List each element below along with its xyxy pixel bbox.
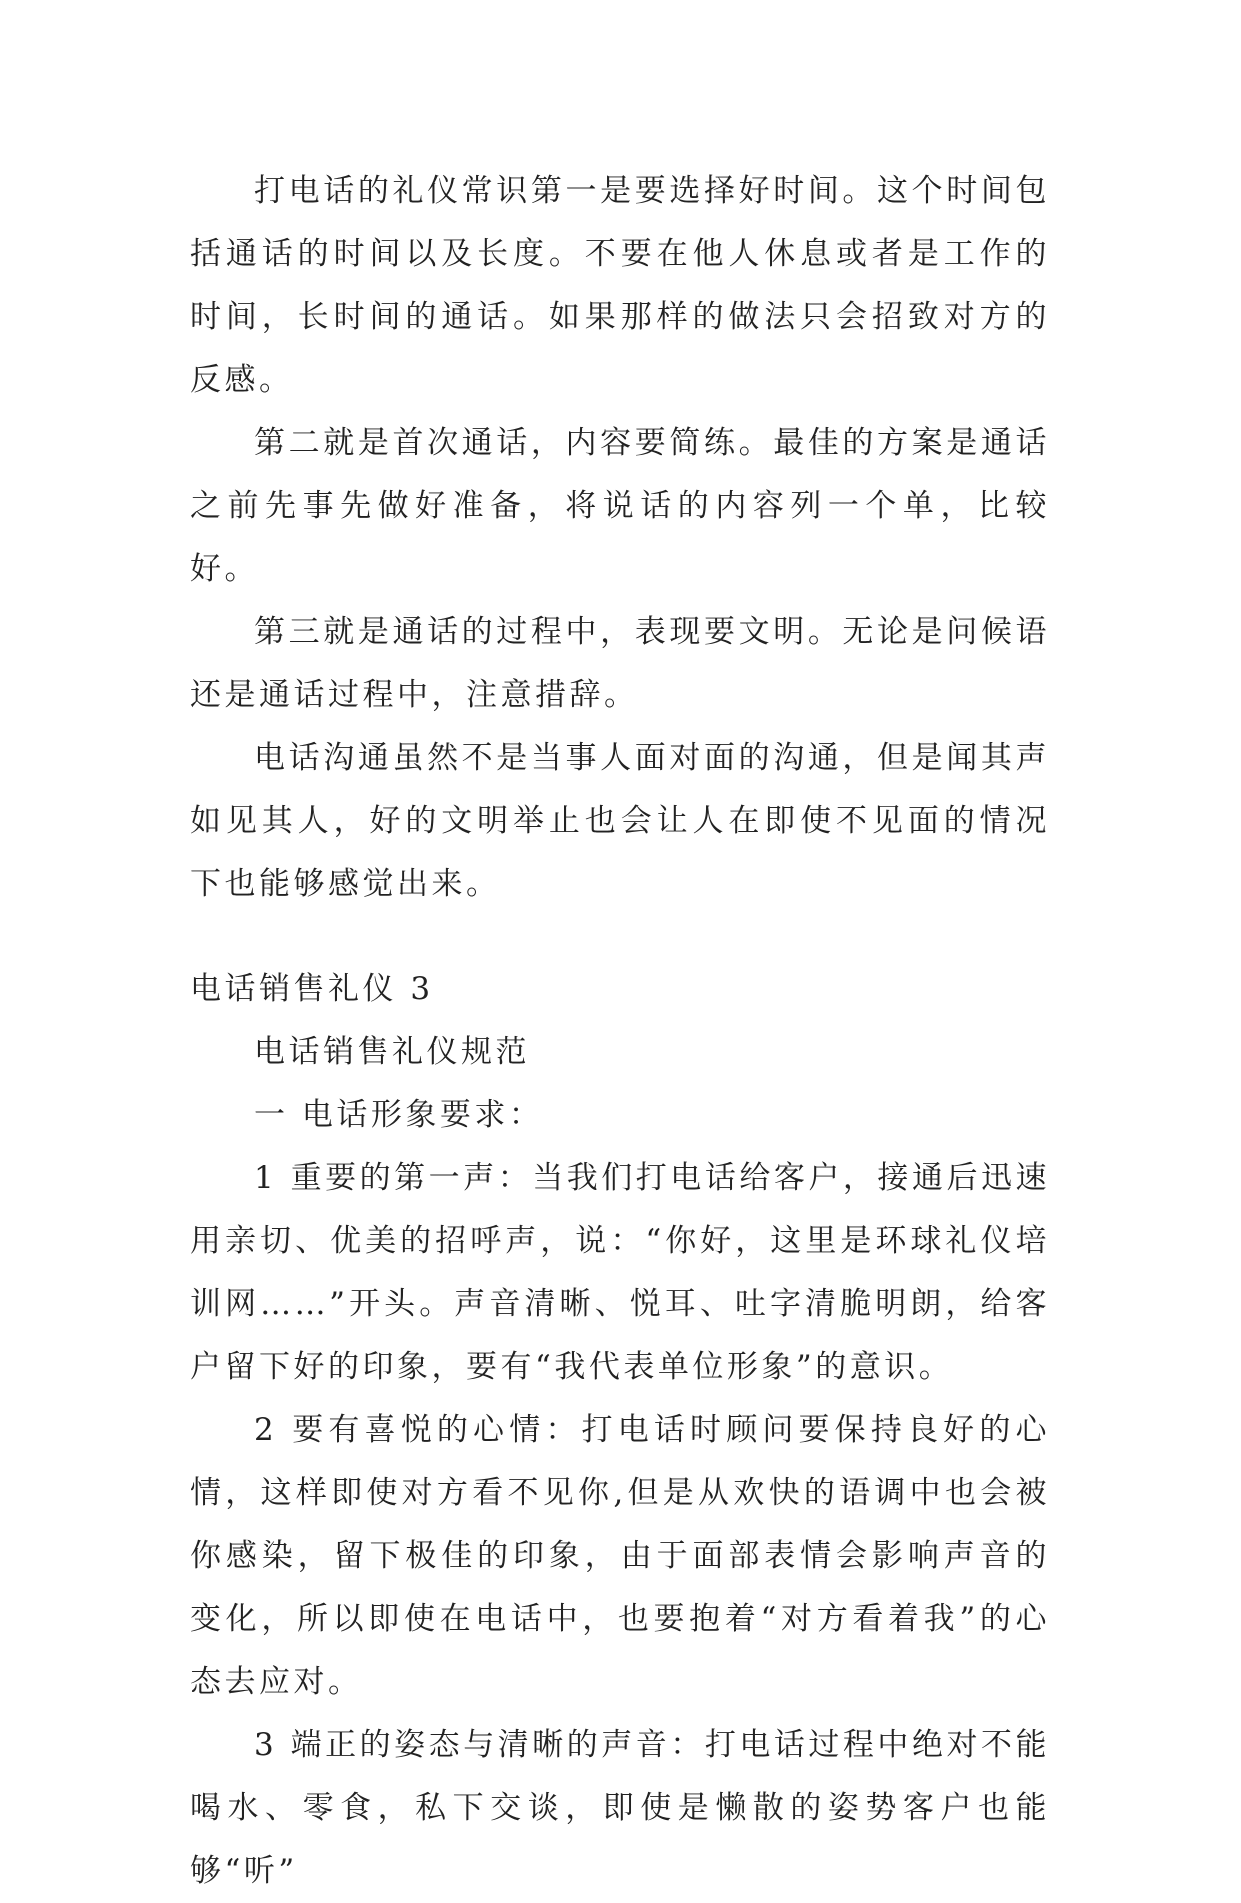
paragraph-impression: 电话沟通虽然不是当事人面对面的沟通，但是闻其声如见其人，好的文明举止也会让人在即使不见面的情况下也能够感觉出来。 [190,740,1050,902]
list-heading: 一 电话形象要求： [254,1097,544,1133]
subsection-title: 电话销售礼仪规范 [254,1034,530,1070]
section-heading: 电话销售礼仪 3 [190,971,434,1007]
paragraph-concise: 第二就是首次通话，内容要简练。最佳的方案是通话之前先事先做好准备，将说话的内容列一个单，比较好。 [190,425,1050,587]
document-body [190,160,1050,1903]
paragraph-timing: 打电话的礼仪常识第一是要选择好时间。这个时间包括通话的时间以及长度。不要在他人休息或者是工作的时间，长时间的通话。如果那样的做法只会招致对方的反感。 [190,173,1050,398]
list-item-posture: 3 端正的姿态与清晰的声音：打电话过程中绝对不能喝水、零食，私下交谈，即使是懒散的姿势客户也能够“听” [190,1727,1050,1889]
list-item-mood: 2 要有喜悦的心情：打电话时顾问要保持良好的心情，这样即使对方看不见你,但是从欢快的语调中也会被你感染，留下极佳的印象，由于面部表情会影响声音的变化，所以即使在电话中，也要抱着“对方看着我”的心态去应对。 [190,1412,1050,1700]
list-item-first-voice: 1 重要的第一声：当我们打电话给客户，接通后迅速用亲切、优美的招呼声，说：“你好，这里是环球礼仪培训网……”开头。声音清晰、悦耳、吐字清脆明朗，给客户留下好的印象，要有“我代表单位形象”的意识。 [190,1160,1050,1385]
paragraph-courtesy: 第三就是通话的过程中，表现要文明。无论是问候语还是通话过程中，注意措辞。 [190,614,1050,713]
